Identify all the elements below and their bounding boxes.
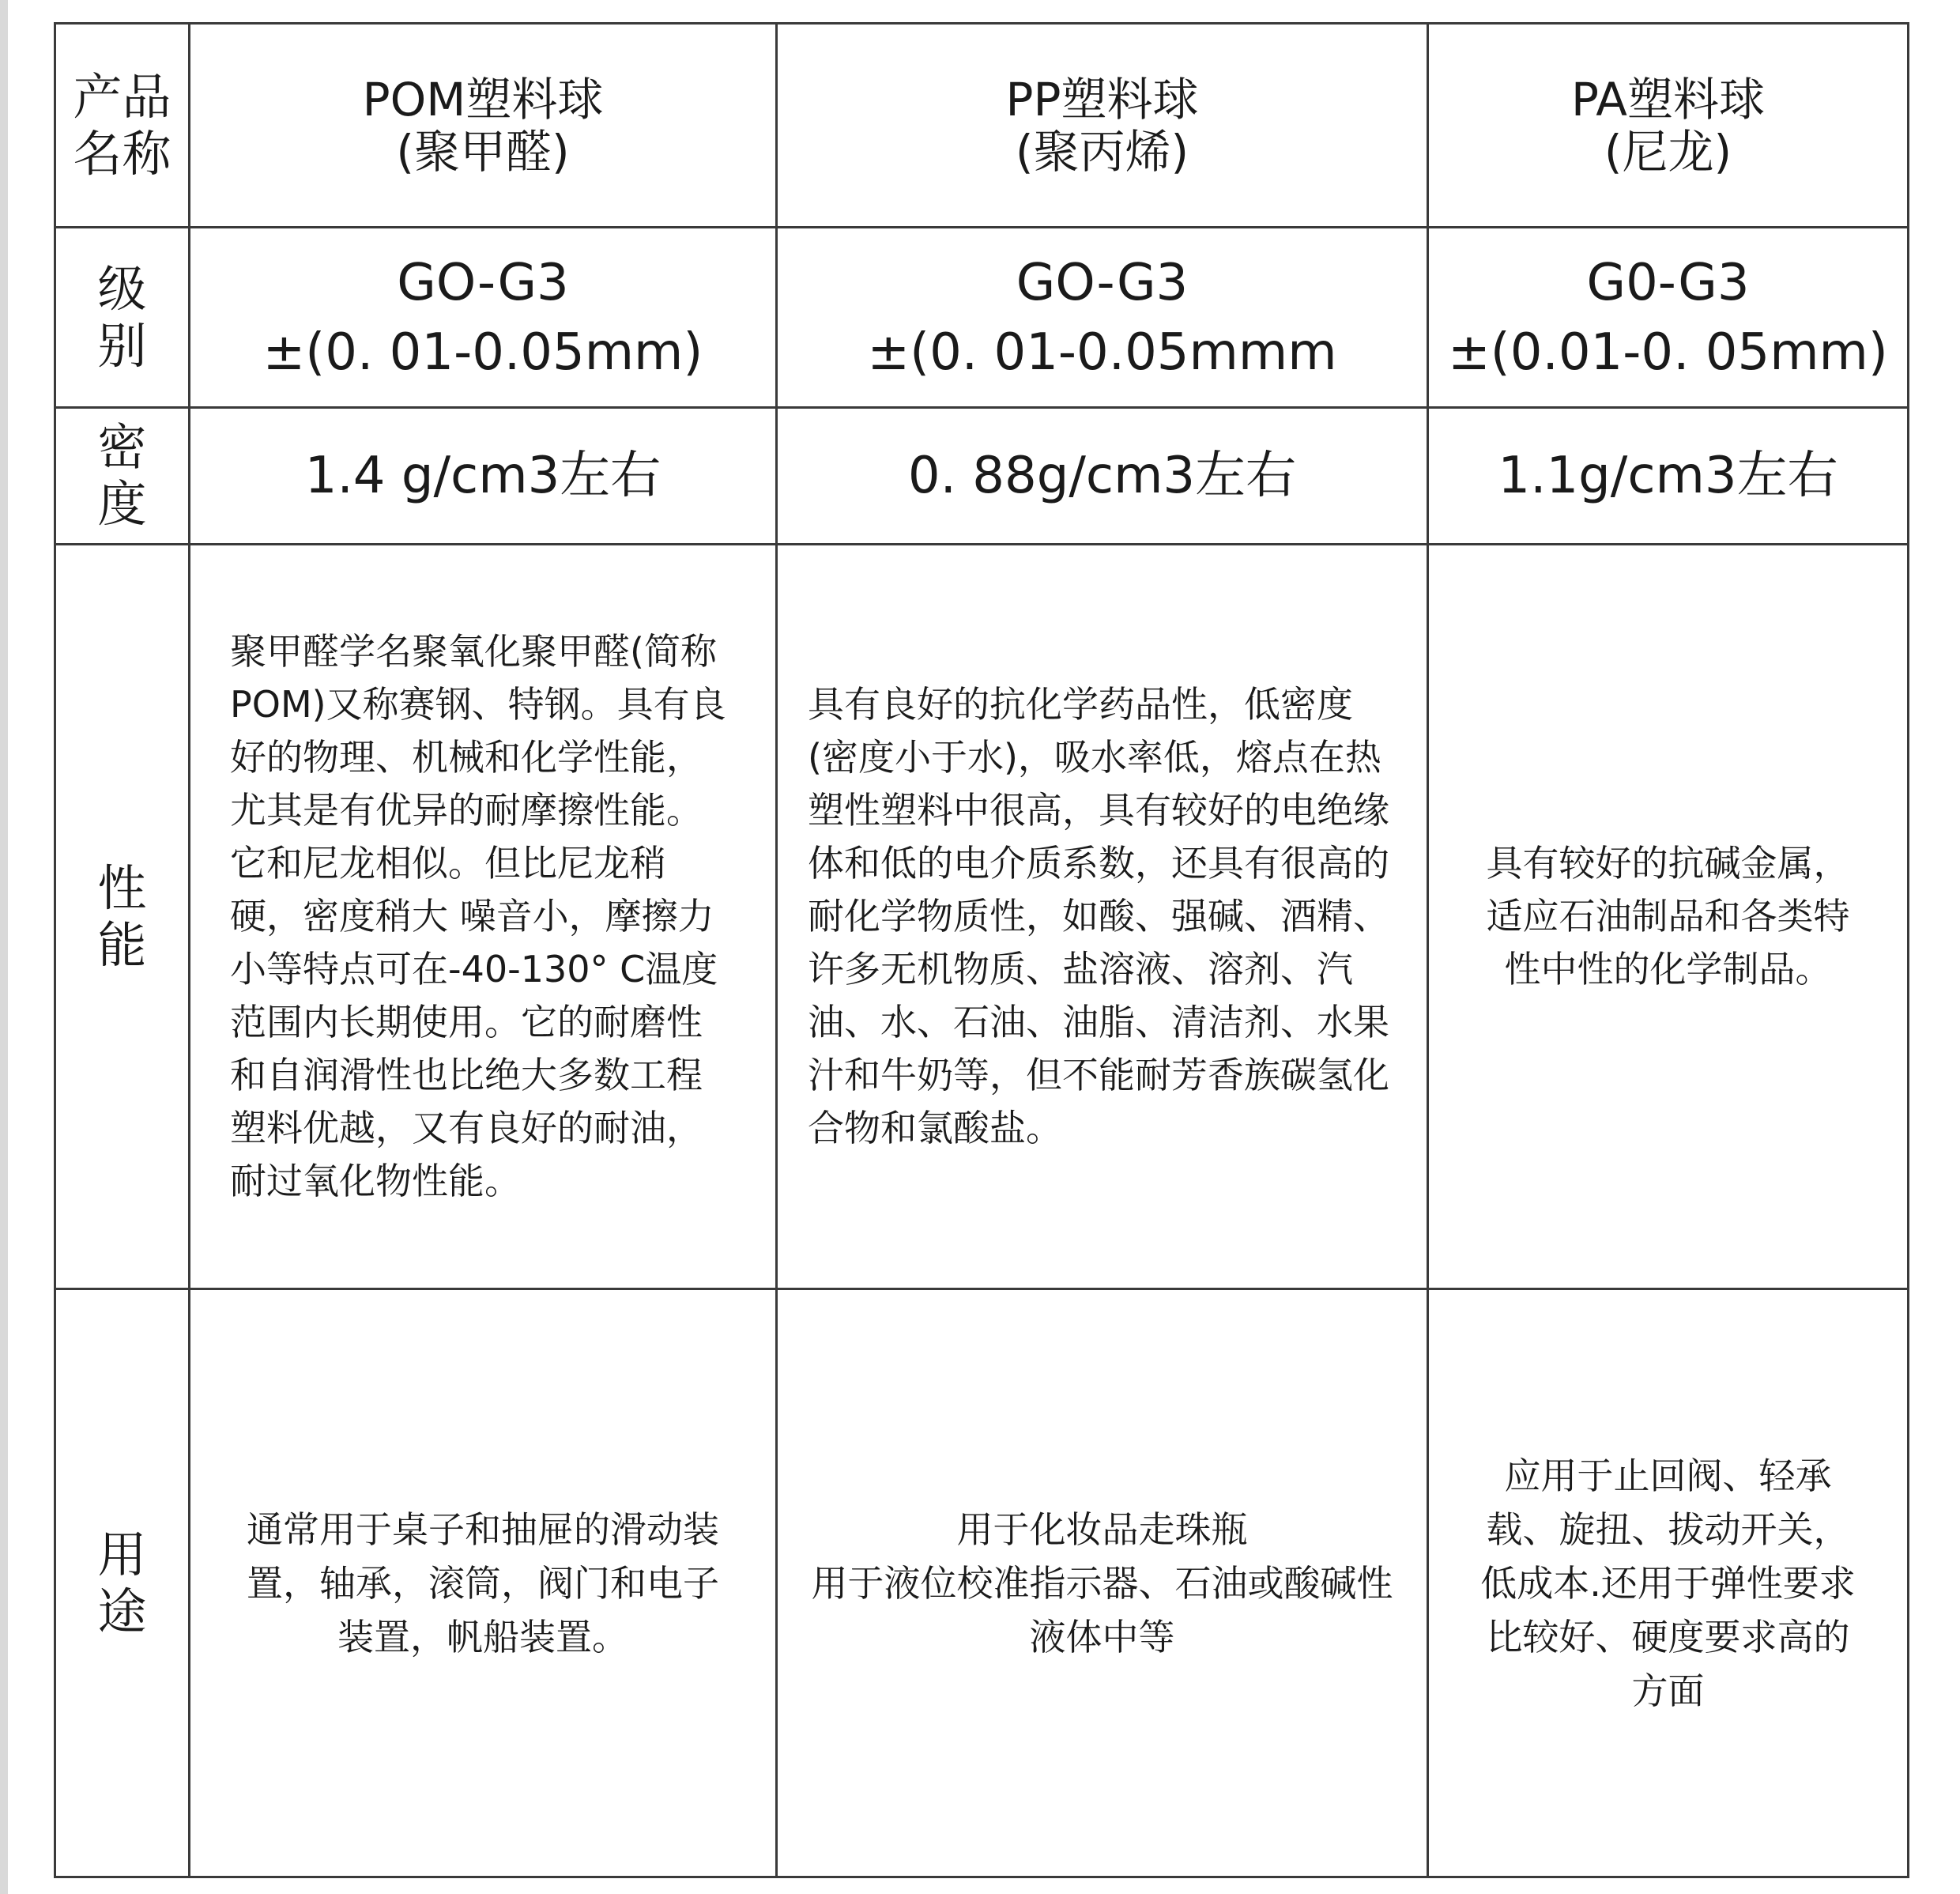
cell-pa-density [1428, 408, 1909, 545]
cell-pa-performance [1428, 545, 1909, 1289]
performance-pom: 聚甲醛学名聚氧化聚甲醛(简称POM)又称赛钢、特钢。具有良好的物理、机械和化学性能，尤其是有优异的耐摩擦性能。它和尼龙相似。但比尼龙稍硬，密度稍大 噪音小，摩擦力小等特点可在-40-130° C温度范围内长期使用。它的耐磨性和自润滑性也比绝大多数工程塑料优越，又有良好的耐油，耐过氧化物性能。 [230, 630, 726, 1202]
row-label-cell [55, 24, 190, 228]
density-pom: 1.4 g/cm3左右 [304, 447, 662, 505]
grade-pp: GO-G3 ±(0. 01-0.05mmm [867, 253, 1337, 382]
row-label-cell [55, 1289, 190, 1877]
performance-pp: 具有良好的抗化学药品性，低密度(密度小于水)，吸水率低，熔点在热塑性塑料中很高，具有较好的电绝缘体和低的电介质系数，还具有很高的耐化学物质性，如酸、强碱、酒精、许多无机物质、盐溶液、溶剂、汽油、水、石油、油脂、清洁剂、水果汁和牛奶等，但不能耐芳香族碳氢化合物和氯酸盐。 [808, 683, 1389, 1149]
window-left-edge [0, 0, 8, 1894]
cell-pom-performance [190, 545, 777, 1289]
row-label-usage: 用途 [97, 1525, 147, 1640]
cell-pa-grade [1428, 228, 1909, 408]
product-name-pa: PA塑料球 (尼龙) [1571, 72, 1765, 179]
row-label-cell [55, 228, 190, 408]
table-row-performance [55, 545, 1909, 1289]
grade-pa: G0-G3 ±(0.01-0. 05mm) [1448, 253, 1888, 382]
performance-pa: 具有较好的抗碱金属，适应石油制品和各类特性中性的化学制品。 [1486, 842, 1850, 990]
cell-pp-usage [777, 1289, 1428, 1877]
row-label-grade: 级别 [97, 259, 147, 375]
row-label-performance: 性能 [97, 858, 147, 974]
density-pa: 1.1g/cm3左右 [1498, 447, 1838, 505]
row-label-density: 密度 [97, 418, 147, 533]
grade-pom: GO-G3 ±(0. 01-0.05mm) [262, 253, 703, 382]
row-label-name: 产品名称 [73, 67, 172, 183]
usage-pa: 应用于止回阀、轻承载、旋扭、拔动开关，低成本.还用于弹性要求比较好、硬度要求高的方面 [1480, 1454, 1856, 1712]
table-row-grade [55, 228, 1909, 408]
cell-pp-grade [777, 228, 1428, 408]
cell-pom-density [190, 408, 777, 545]
cell-pa-name [1428, 24, 1909, 228]
row-label-cell [55, 545, 190, 1289]
plastic-ball-spec-table [54, 22, 1909, 1878]
cell-pom-usage [190, 1289, 777, 1877]
product-name-pp: PP塑料球 (聚丙烯) [1005, 72, 1199, 179]
cell-pp-name [777, 24, 1428, 228]
usage-pom: 通常用于桌子和抽屉的滑动装置，轴承，滚筒，阀门和电子装置，帆船装置。 [247, 1507, 719, 1658]
cell-pom-grade [190, 228, 777, 408]
product-name-pom: POM塑料球 (聚甲醛) [362, 72, 604, 179]
table-row-product-name [55, 24, 1909, 228]
table-row-usage [55, 1289, 1909, 1877]
cell-pp-performance [777, 545, 1428, 1289]
cell-pa-usage [1428, 1289, 1909, 1877]
density-pp: 0. 88g/cm3左右 [907, 447, 1297, 505]
cell-pp-density [777, 408, 1428, 545]
cell-pom-name [190, 24, 777, 228]
row-label-cell [55, 408, 190, 545]
usage-pp: 用于化妆品走珠瓶 用于液位校准指示器、石油或酸碱性液体中等 [811, 1507, 1393, 1658]
table-row-density [55, 408, 1909, 545]
